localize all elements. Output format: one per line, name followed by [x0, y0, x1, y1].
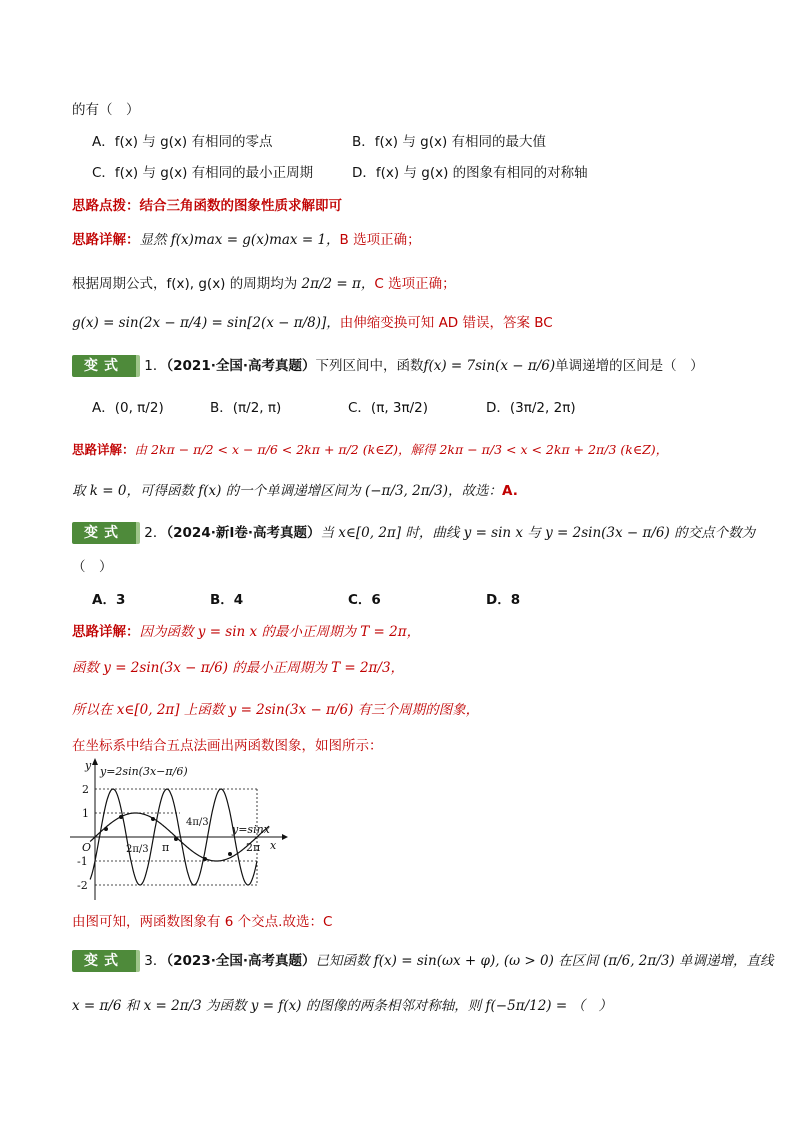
detail-line-1	[72, 230, 421, 250]
variant-3-stem-line-2: x = π/6 和 x = 2π/3 为函数 y = f(x) 的图像的两条相邻对称轴，则 f(−5π/12) = （ ）	[72, 998, 612, 1014]
option-c: C．f(x) 与 g(x) 有相同的最小正周期	[92, 165, 314, 181]
intersection-point	[228, 852, 232, 856]
x-tick: 4π/3	[186, 817, 209, 828]
y-tick: 2	[82, 783, 89, 796]
option-b: B．(π/2, π)	[210, 400, 282, 416]
variant-3-stem	[72, 950, 773, 972]
option-c: C．(π, 3π/2)	[348, 400, 429, 416]
y-tick: -2	[77, 879, 88, 892]
option-d: D．f(x) 与 g(x) 的图象有相同的对称轴	[352, 165, 588, 181]
variant-1-stem	[72, 355, 704, 377]
variant-2-detail-1	[72, 622, 420, 642]
intersection-point	[119, 815, 123, 819]
hint-label: 思路点拨：	[72, 198, 140, 214]
x-axis-arrow	[282, 834, 288, 840]
origin-label: O	[82, 841, 92, 854]
detail-line-3	[72, 313, 553, 333]
curve-1-label: y=2sin(3x−π/6)	[100, 765, 188, 778]
detail-label: 思路详解：	[72, 624, 140, 640]
question-tail: 的有（ ）	[72, 102, 140, 118]
option-a: A．3	[92, 592, 126, 608]
variant-math: f(x) = 7sin(x − π/6)	[423, 358, 556, 374]
x-tick: 2π	[246, 841, 261, 854]
intersection-point	[104, 827, 108, 831]
variant-source: （2023·全国·高考真题）	[166, 953, 316, 969]
detail-line-2	[72, 274, 456, 294]
detail-text: 根据周期公式，f(x), g(x) 的周期均为	[72, 276, 298, 292]
variant-tag: 变式	[72, 355, 140, 377]
option-a: A．f(x) 与 g(x) 有相同的零点	[92, 134, 273, 150]
intersection-point	[174, 837, 178, 841]
y-tick: -1	[77, 855, 88, 868]
detail-conclusion: 由伸缩变换可知 AD 错误，答案 BC	[339, 315, 553, 331]
x-axis-label: x	[270, 839, 277, 852]
function-graph	[60, 755, 290, 905]
y-axis-arrow	[92, 758, 98, 765]
variant-2-detail-2: 函数 y = 2sin(3x − π/6) 的最小正周期为 T = 2π/3，	[72, 660, 405, 676]
option-d: D．8	[486, 592, 521, 608]
detail-conclusion: B 选项正确；	[339, 232, 421, 248]
x-tick: 2π/3	[126, 844, 149, 855]
variant-source: （2024·新Ⅰ卷·高考真题）	[166, 525, 321, 541]
variant-tag: 变式	[72, 522, 140, 544]
option-b: B．4	[210, 592, 244, 608]
detail-math: 因为函数 y = sin x 的最小正周期为 T = 2π，	[139, 624, 421, 640]
detail-label: 思路详解：	[72, 442, 135, 457]
intersection-point	[203, 857, 207, 861]
variant-2-detail-3: 所以在 x∈[0, 2π] 上函数 y = 2sin(3x − π/6) 有三个周期的图象，	[72, 702, 480, 718]
variant-source: （2021·全国·高考真题）	[166, 358, 316, 374]
detail-math: 取 k = 0，可得函数 f(x) 的一个单调递增区间为 (−π/3, 2π/3)，故选：	[72, 483, 503, 499]
variant-math: 当 x∈[0, 2π] 时，曲线 y = sin x 与 y = 2sin(3x − π/6) 的交点个数为	[320, 525, 756, 541]
variant-1-detail	[72, 440, 668, 460]
option-a: A．(0, π/2)	[92, 400, 164, 416]
y-tick: 1	[82, 807, 89, 820]
hint-text: 结合三角函数的图象性质求解即可	[139, 198, 342, 214]
x-tick: π	[162, 841, 170, 854]
detail-math: g(x) = sin(2x − π/4) = sin[2(x − π/8)]，	[72, 315, 340, 331]
intersection-point	[151, 817, 155, 821]
curve-2-label: y=sinx	[232, 823, 270, 836]
detail-math: 由 2kπ − π/2 < x − π/6 < 2kπ + π/2 (k∈Z)，解得 2kπ − π/3 < x < 2kπ + 2π/3 (k∈Z)，	[134, 442, 669, 457]
variant-1-answer	[72, 481, 518, 501]
variant-stem: 下列区间中，函数	[315, 358, 424, 374]
variant-math: 已知函数 f(x) = sin(ωx + φ), (ω > 0) 在区间 (π/6, 2π/3) 单调递增，直线	[315, 953, 774, 969]
variant-number: 1．	[144, 358, 167, 374]
option-c: C．6	[348, 592, 381, 608]
detail-math: 显然 f(x)max = g(x)max = 1，	[139, 232, 340, 248]
variant-2-stem-tail: （ ）	[72, 559, 113, 575]
detail-math: 2π/2 = π，	[301, 276, 375, 292]
option-d: D．(3π/2, 2π)	[486, 400, 576, 416]
option-b: B．f(x) 与 g(x) 有相同的最大值	[352, 134, 547, 150]
hint-block	[72, 196, 342, 216]
variant-number: 3．	[144, 953, 167, 969]
variant-number: 2．	[144, 525, 167, 541]
y-axis-label: y	[85, 759, 92, 772]
variant-tag: 变式	[72, 950, 140, 972]
variant-2-detail-4: 在坐标系中结合五点法画出两函数图象，如图所示：	[72, 738, 383, 754]
variant-2-stem	[72, 522, 755, 544]
detail-label: 思路详解：	[72, 232, 140, 248]
variant-2-conclusion: 由图可知，两函数图象有 6 个交点.故选：C	[72, 914, 333, 930]
variant-stem: 单调递增的区间是（ ）	[555, 358, 704, 374]
answer: A.	[502, 483, 518, 499]
detail-conclusion: C 选项正确；	[374, 276, 456, 292]
